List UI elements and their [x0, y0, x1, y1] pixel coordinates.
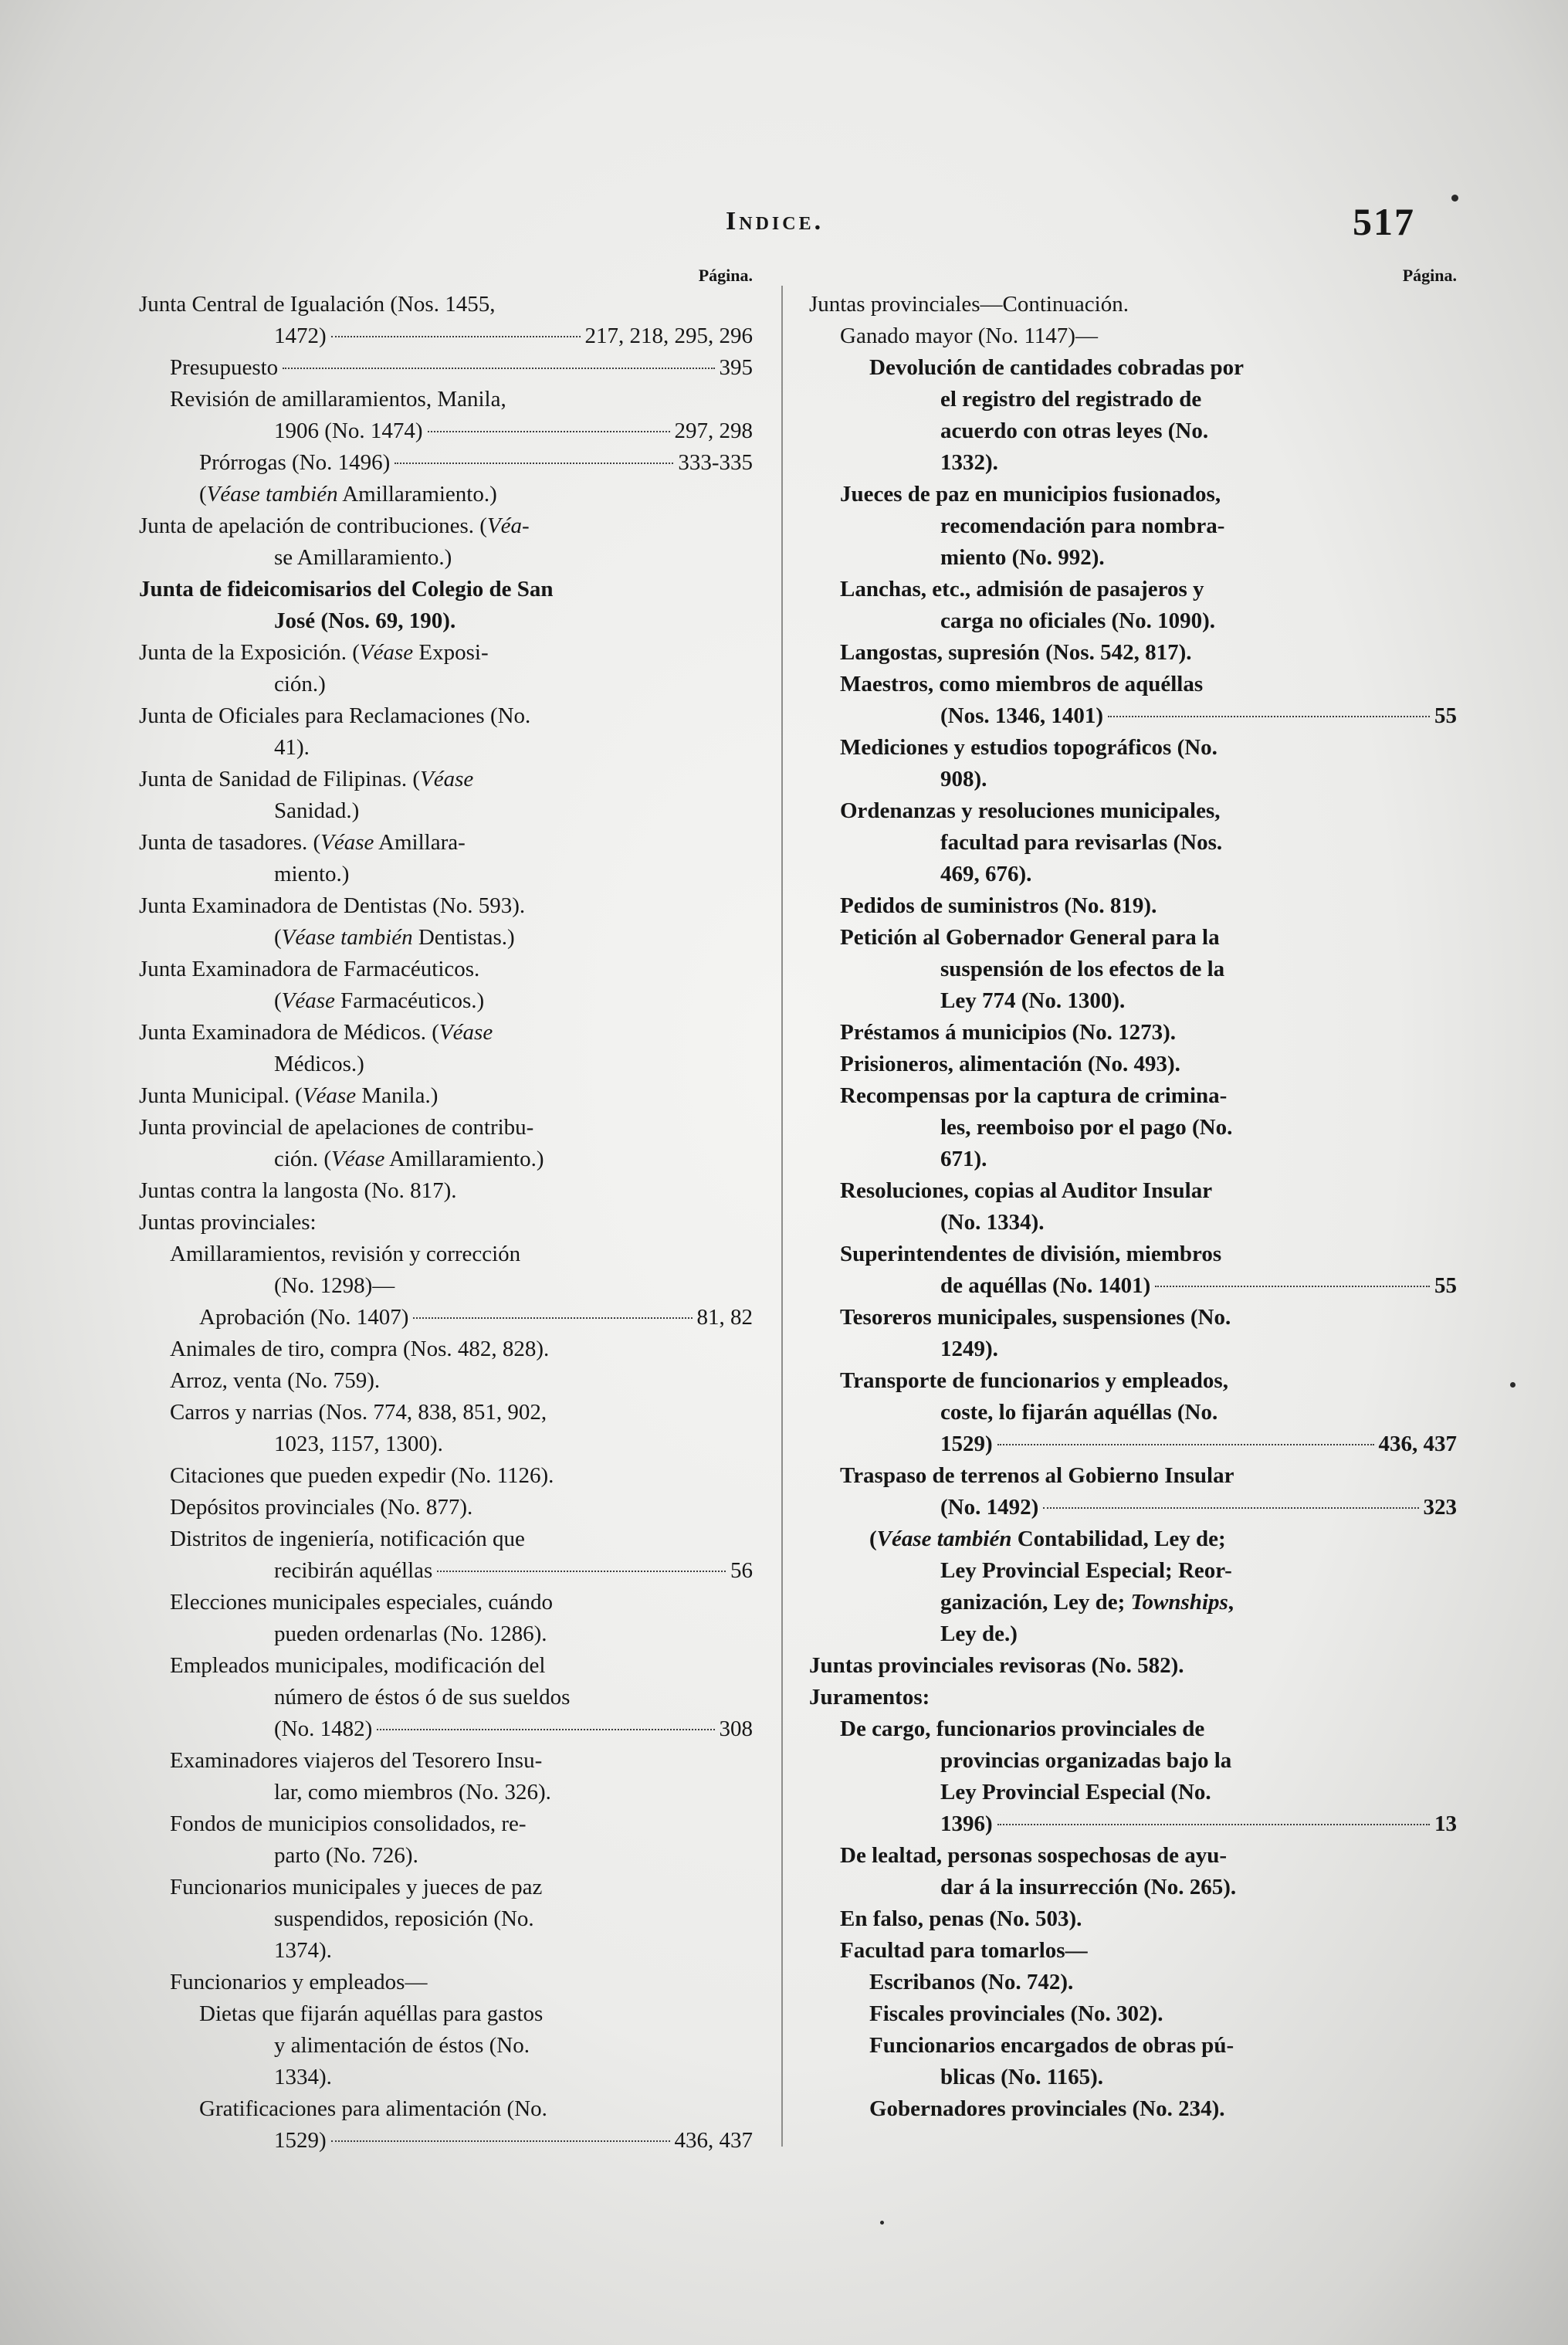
entry-line: Juntas provinciales: [139, 1210, 317, 1235]
entry-line: dar á la insurrección (No. 265). [940, 1875, 1237, 1899]
left-column [139, 263, 753, 2157]
entry-line: número de éstos ó de sus sueldos [274, 1685, 571, 1710]
page-reference: 308 [719, 1716, 753, 1741]
entry-line: Juntas contra la langosta (No. 817). [139, 1178, 457, 1203]
entry-line: Junta de la Exposición. (Véase Exposi- [139, 640, 489, 665]
entry-line: Depósitos provinciales (No. 877). [170, 1495, 473, 1520]
entry-line: Petición al Gobernador General para la [840, 925, 1220, 950]
entry-line: (Véase también Contabilidad, Ley de; [869, 1527, 1226, 1551]
entry-line: Traspaso de terrenos al Gobierno Insular [840, 1463, 1234, 1488]
entry-line: 1249). [940, 1337, 998, 1361]
index-entry [809, 1049, 1417, 1080]
entry-leader-line [170, 1555, 753, 1587]
entry-line: Junta Examinadora de Farmacéuticos. [139, 957, 480, 981]
entry-line: (Véase Farmacéuticos.) [274, 988, 485, 1013]
index-entry [139, 2093, 753, 2157]
index-entry [809, 1713, 1457, 1840]
dot-leader [997, 1444, 1374, 1445]
dot-leader [331, 2140, 670, 2142]
entry-line: Superintendentes de división, miembros [840, 1242, 1222, 1266]
entry-line: Ordenanzas y resoluciones municipales, [840, 798, 1221, 823]
entry-text: 1396) [940, 1811, 993, 1836]
index-entry [139, 289, 753, 352]
page-reference: 55 [1434, 703, 1457, 728]
entry-line: Revisión de amillaramientos, Manila, [170, 387, 506, 412]
entry-line: Arroz, venta (No. 759). [170, 1368, 381, 1393]
entry-line: Transporte de funcionarios y empleados, [840, 1368, 1228, 1393]
entry-text: (No. 1482) [274, 1716, 373, 1741]
index-entry [809, 352, 1417, 479]
index-entry [139, 1998, 753, 2093]
index-entry [809, 289, 1417, 320]
index-entry [809, 890, 1417, 922]
entry-line: blicas (No. 1165). [940, 2065, 1104, 2089]
entry-text: (No. 1492) [940, 1495, 1039, 1520]
entry-line: Empleados municipales, modificación del [170, 1653, 546, 1678]
entry-line: (No. 1298)— [274, 1273, 395, 1298]
index-entry [139, 827, 753, 890]
entry-line: Junta de Sanidad de Filipinas. (Véase [139, 767, 474, 791]
column-divider [781, 286, 783, 2147]
entry-line: José (Nos. 69, 190). [274, 608, 456, 633]
entry-line: el registro del registrado de [940, 387, 1202, 412]
entry-line: De lealtad, personas sospechosas de ayu- [840, 1843, 1228, 1868]
left-column-header: Página. [698, 266, 753, 285]
entry-line: 671). [940, 1147, 987, 1171]
entry-line: Junta provincial de apelaciones de contribu- [139, 1115, 534, 1140]
entry-text: de aquéllas (No. 1401) [940, 1273, 1151, 1298]
index-entry [139, 1967, 753, 1998]
index-entry [809, 637, 1417, 669]
entry-line: Citaciones que pueden expedir (No. 1126). [170, 1463, 554, 1488]
index-entry [809, 1523, 1417, 1650]
entry-leader-line [199, 447, 753, 479]
index-entry [139, 1112, 753, 1175]
entry-line: Junta de Oficiales para Reclamaciones (No. [139, 703, 531, 728]
index-entry [139, 1745, 753, 1808]
entry-line: Ley de.) [940, 1622, 1018, 1646]
entry-text: (Nos. 1346, 1401) [940, 703, 1104, 728]
entry-line: (No. 1334). [940, 1210, 1045, 1235]
entry-line: Funcionarios municipales y jueces de paz [170, 1875, 543, 1899]
right-column-header: Página. [1402, 266, 1457, 285]
page-reference: 13 [1434, 1811, 1457, 1836]
index-entry [139, 1175, 753, 1207]
entry-leader-line [840, 1270, 1457, 1302]
page-reference: 333-335 [678, 450, 753, 475]
index-entry [809, 669, 1457, 732]
entry-line: Elecciones municipales especiales, cuándo [170, 1590, 554, 1615]
entry-line: 1374). [274, 1938, 332, 1963]
entry-text: 1906 (No. 1474) [274, 419, 423, 443]
entry-line: Ley Provincial Especial; Reor- [940, 1558, 1232, 1583]
index-entry [139, 1397, 753, 1460]
entry-line: Langostas, supresión (Nos. 542, 817). [840, 640, 1192, 665]
entry-line: parto (No. 726). [274, 1843, 418, 1868]
index-entry [139, 447, 753, 479]
entry-text: 1529) [274, 2128, 327, 2153]
page-reference: 217, 218, 295, 296 [584, 324, 753, 348]
index-entry [139, 1302, 753, 1333]
page-reference: 436, 437 [674, 2128, 753, 2153]
dot-leader [413, 1317, 692, 1319]
entry-text: 1472) [274, 324, 327, 348]
entry-line: Junta de fideicomisarios del Colegio de San [139, 577, 554, 601]
index-entry [139, 1523, 753, 1587]
index-entry [139, 1080, 753, 1112]
entry-line: 1334). [274, 2065, 332, 2089]
entry-line: Examinadores viajeros del Tesorero Insu- [170, 1748, 543, 1773]
index-entry [809, 1302, 1417, 1365]
entry-line: Mediciones y estudios topográficos (No. [840, 735, 1217, 760]
index-entry [809, 795, 1417, 890]
entry-line: Fiscales provinciales (No. 302). [869, 2001, 1163, 2026]
entry-line: se Amillaramiento.) [274, 545, 452, 570]
index-entry [809, 479, 1417, 574]
entry-line: Carros y narrias (Nos. 774, 838, 851, 902, [170, 1400, 547, 1425]
index-entry [809, 2030, 1417, 2093]
dot-leader [437, 1571, 726, 1572]
index-entry [809, 1967, 1417, 1998]
index-entry [809, 1017, 1417, 1049]
right-column [809, 263, 1457, 2125]
entry-line: Jueces de paz en municipios fusionados, [840, 482, 1221, 507]
index-entry [139, 1365, 753, 1397]
entry-text: Presupuesto [170, 355, 279, 380]
page-reference: 436, 437 [1378, 1432, 1457, 1456]
entry-line: Escribanos (No. 742). [869, 1970, 1074, 1994]
entry-line: les, reemboiso por el pago (No. [940, 1115, 1233, 1140]
index-entry [139, 1460, 753, 1492]
index-entry [139, 1207, 753, 1239]
page-reference: 395 [719, 355, 753, 380]
entry-line: carga no oficiales (No. 1090). [940, 608, 1215, 633]
entry-line: 1332). [940, 450, 998, 475]
entry-leader-line [840, 1492, 1457, 1523]
entry-line: 1023, 1157, 1300). [274, 1432, 443, 1456]
entry-line: Lanchas, etc., admisión de pasajeros y [840, 577, 1204, 601]
entry-line: Médicos.) [274, 1052, 364, 1076]
dot-leader [1108, 716, 1430, 717]
index-entry [139, 510, 753, 574]
entry-line: Juntas provinciales—Continuación. [809, 292, 1129, 317]
dot-leader [428, 431, 670, 432]
entry-text: 1529) [940, 1432, 993, 1456]
entry-line: Junta de tasadores. (Véase Amillara- [139, 830, 466, 855]
index-entry [809, 1080, 1417, 1175]
index-entry [809, 732, 1417, 795]
entry-line: lar, como miembros (No. 326). [274, 1780, 551, 1804]
dot-leader [395, 463, 673, 464]
entry-line: provincias organizadas bajo la [940, 1748, 1232, 1773]
index-entry [809, 1460, 1457, 1523]
entry-line: Resoluciones, copias al Auditor Insular [840, 1178, 1213, 1203]
page-reference: 56 [730, 1558, 753, 1583]
right-column-entries [809, 289, 1457, 2125]
entry-line: 908). [940, 767, 987, 791]
entry-leader-line [840, 1808, 1457, 1840]
entry-line: Junta Central de Igualación (Nos. 1455, [139, 292, 496, 317]
index-entry [809, 320, 1417, 352]
running-head: Indice. [726, 207, 825, 236]
index-entry [809, 1650, 1417, 1682]
dot-leader [377, 1729, 714, 1730]
entry-line: pueden ordenarlas (No. 1286). [274, 1622, 547, 1646]
entry-text: Aprobación (No. 1407) [199, 1305, 409, 1330]
dot-leader [1043, 1507, 1418, 1509]
entry-line: Maestros, como miembros de aquéllas [840, 672, 1204, 696]
entry-line: Junta Examinadora de Médicos. (Véase [139, 1020, 493, 1045]
entry-line: Junta Municipal. (Véase Manila.) [139, 1083, 439, 1108]
entry-line: Ganado mayor (No. 1147)— [840, 324, 1098, 348]
index-entry [809, 1935, 1417, 1967]
index-entry [139, 574, 753, 637]
page-reference: 297, 298 [674, 419, 753, 443]
index-entry [139, 954, 753, 1017]
entry-line: Funcionarios y empleados— [170, 1970, 428, 1994]
entry-line: Juramentos: [809, 1685, 930, 1710]
index-entry [809, 574, 1417, 637]
entry-line: acuerdo con otras leyes (No. [940, 419, 1209, 443]
entry-line: Sanidad.) [274, 798, 360, 823]
index-entry [139, 764, 753, 827]
entry-line: Recompensas por la captura de crimina- [840, 1083, 1228, 1108]
index-entry [139, 1587, 753, 1650]
entry-line: ción. (Véase Amillaramiento.) [274, 1147, 544, 1171]
entry-line: Gratificaciones para alimentación (No. [199, 2096, 547, 2121]
entry-line: Tesoreros municipales, suspensiones (No. [840, 1305, 1231, 1330]
entry-line: Juntas provinciales revisoras (No. 582). [809, 1653, 1184, 1678]
entry-line: Junta Examinadora de Dentistas (No. 593). [139, 893, 526, 918]
index-entry [809, 1365, 1457, 1460]
entry-line: Gobernadores provinciales (No. 234). [869, 2096, 1225, 2121]
index-entry [139, 1239, 753, 1302]
entry-line: suspendidos, reposición (No. [274, 1906, 534, 1931]
entry-line: Facultad para tomarlos— [840, 1938, 1088, 1963]
index-entry [139, 700, 753, 764]
dot-leader [997, 1824, 1430, 1825]
entry-text: Prórrogas (No. 1496) [199, 450, 391, 475]
entry-line: Ley Provincial Especial (No. [940, 1780, 1211, 1804]
entry-line: suspensión de los efectos de la [940, 957, 1225, 981]
entry-leader-line [840, 1428, 1457, 1460]
entry-line: ganización, Ley de; Townships, [940, 1590, 1234, 1615]
dot-leader [283, 368, 714, 369]
entry-line: Amillaramientos, revisión y corrección [170, 1242, 521, 1266]
entry-line: Préstamos á municipios (No. 1273). [840, 1020, 1176, 1045]
entry-leader-line [139, 320, 753, 352]
page-reference: 323 [1423, 1495, 1457, 1520]
page-reference: 55 [1434, 1273, 1457, 1298]
index-entry [139, 1872, 753, 1967]
entry-line: miento.) [274, 862, 350, 886]
entry-line: Fondos de municipios consolidados, re- [170, 1811, 527, 1836]
entry-line: En falso, penas (No. 503). [840, 1906, 1082, 1931]
index-entry [139, 1492, 753, 1523]
dot-leader [331, 336, 581, 337]
entry-leader-line [840, 700, 1457, 732]
entry-line: miento (No. 992). [940, 545, 1105, 570]
index-entry [139, 1650, 753, 1745]
entry-leader-line [170, 1713, 753, 1745]
index-entry [139, 1333, 753, 1365]
entry-line: facultad para revisarlas (Nos. [940, 830, 1223, 855]
index-entry [809, 1998, 1417, 2030]
entry-line: Prisioneros, alimentación (No. 493). [840, 1052, 1180, 1076]
page-number: 517 [1353, 200, 1415, 243]
entry-leader-line [170, 415, 753, 447]
index-entry [139, 1808, 753, 1872]
index-entry [809, 1175, 1417, 1239]
entry-line: Animales de tiro, compra (Nos. 482, 828). [170, 1337, 550, 1361]
page-reference: 81, 82 [696, 1305, 753, 1330]
left-column-entries [139, 289, 753, 2157]
entry-text: recibirán aquéllas [274, 1558, 433, 1583]
entry-line: Junta de apelación de contribuciones. (Véa- [139, 513, 530, 538]
index-entry [139, 1017, 753, 1080]
index-entry [809, 1239, 1457, 1302]
index-entry [809, 1903, 1417, 1935]
index-entry [139, 890, 753, 954]
entry-line: Ley 774 (No. 1300). [940, 988, 1126, 1013]
entry-line: De cargo, funcionarios provinciales de [840, 1716, 1205, 1741]
entry-line: Distritos de ingeniería, notificación que [170, 1527, 525, 1551]
entry-leader-line [199, 1302, 753, 1333]
entry-line: ción.) [274, 672, 326, 696]
entry-line: Pedidos de suministros (No. 819). [840, 893, 1157, 918]
dot-leader [1155, 1286, 1430, 1287]
entry-line: y alimentación de éstos (No. [274, 2033, 530, 2058]
index-entry [809, 1682, 1417, 1713]
index-entry [139, 352, 753, 384]
entry-line: 469, 676). [940, 862, 1032, 886]
entry-line: Funcionarios encargados de obras pú- [869, 2033, 1234, 2058]
entry-leader-line [170, 352, 753, 384]
entry-leader-line [199, 2125, 753, 2157]
entry-line: coste, lo fijarán aquéllas (No. [940, 1400, 1218, 1425]
entry-line: (Véase también Dentistas.) [274, 925, 515, 950]
entry-line: Devolución de cantidades cobradas por [869, 355, 1244, 380]
entry-line: Dietas que fijarán aquéllas para gastos [199, 2001, 544, 2026]
entry-line: 41). [274, 735, 310, 760]
index-entry [809, 922, 1417, 1017]
entry-line: (Véase también Amillaramiento.) [199, 482, 497, 507]
index-entry [809, 2093, 1417, 2125]
entry-line: recomendación para nombra- [940, 513, 1225, 538]
index-entry [139, 637, 753, 700]
index-entry [139, 479, 753, 510]
index-entry [809, 1840, 1417, 1903]
index-entry [139, 384, 753, 447]
